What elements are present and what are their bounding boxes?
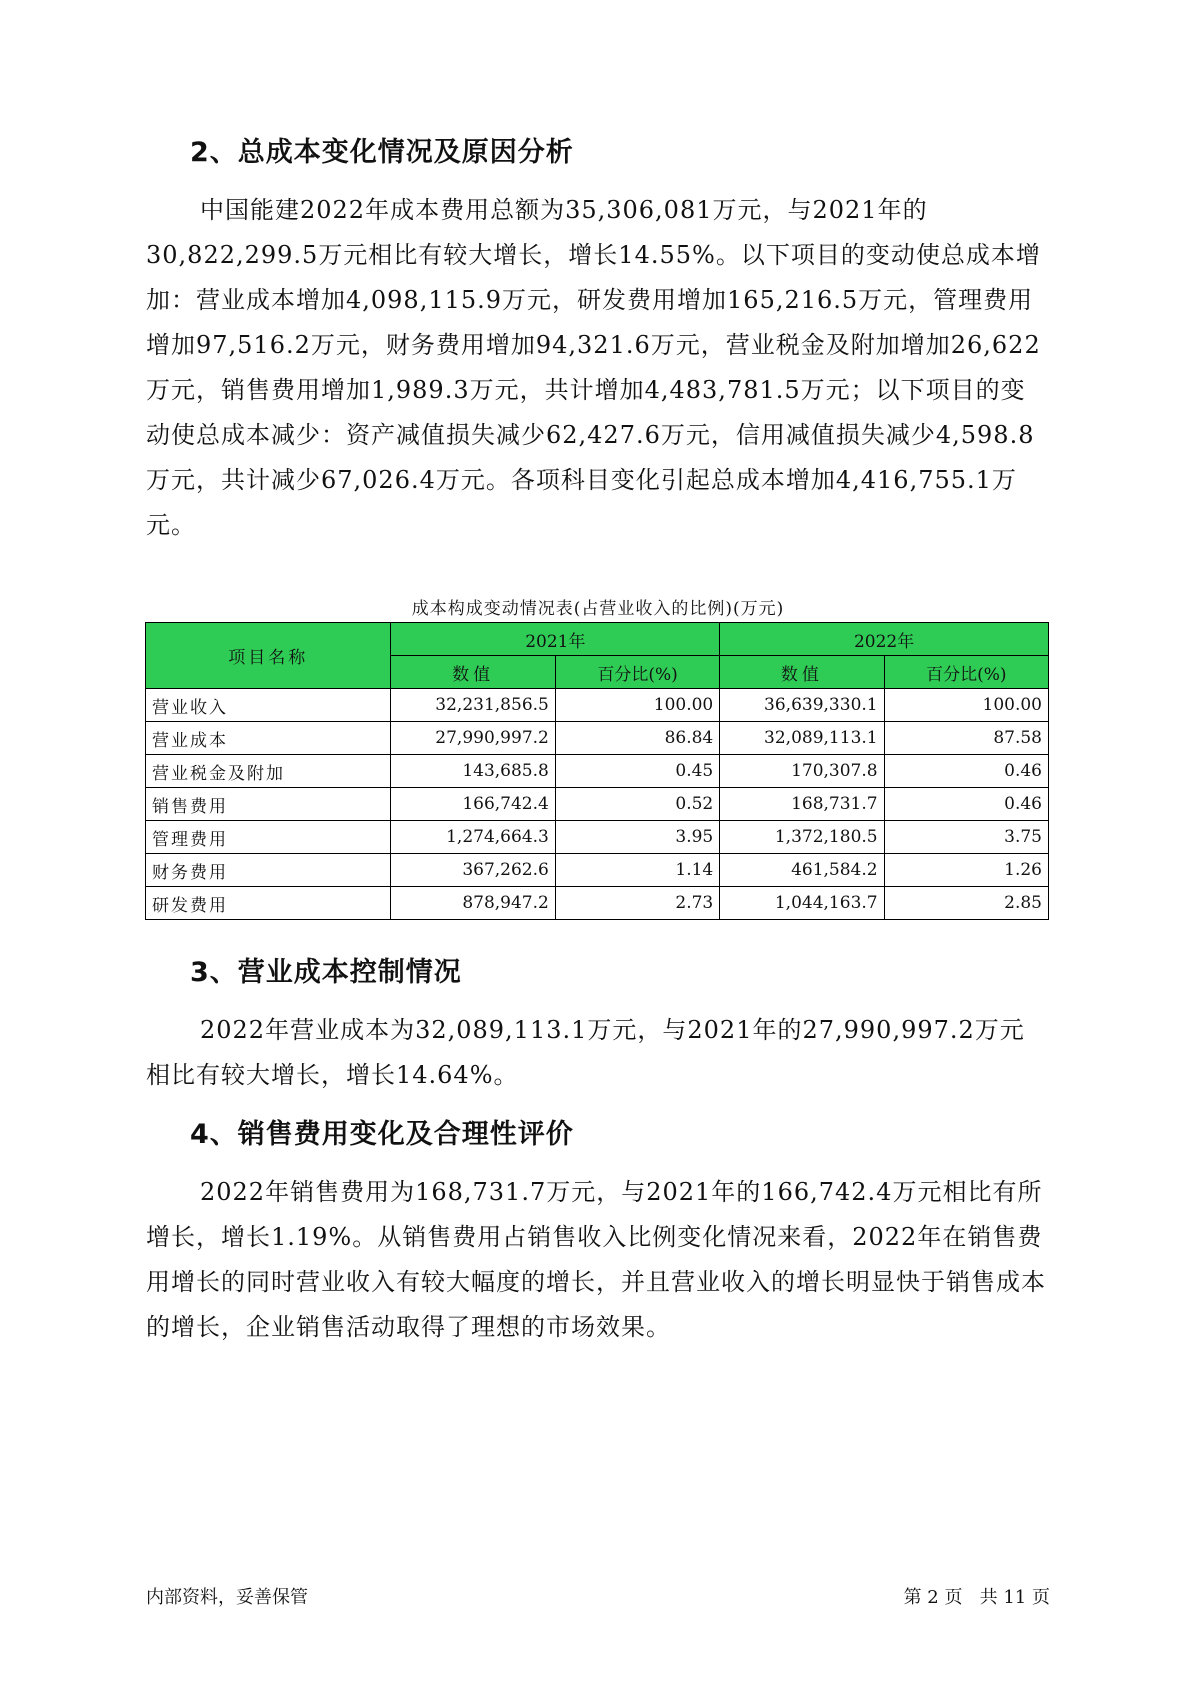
header-item-name: 项目名称 xyxy=(146,623,391,689)
header-percent-2021: 百分比(%) xyxy=(555,656,719,689)
section-paragraph-2: 中国能建2022年成本费用总额为35,306,081万元，与2021年的30,822,299.5万元相比有较大增长，增长14.55%。以下项目的变动使总成本增加：营业成本增加4,098,115.9万元，研发费用增加165,216.5万元，管理费用增加97,516.2万元，财务费用增加94,321.6万元，营业税金及附加增加26,622万元，销售费用增加1,989.3万元，共计增加4,483,781.5万元；以下项目的变动使总成本减少：资产减值损失减少62,427.6万元，信用减值损失减少4,598.8万元，共计减少67,026.4万元。各项科目变化引起总成本增加4,416,755.1万元。 xyxy=(146,196,1041,539)
row-percent-2022: 0.46 xyxy=(884,788,1048,821)
table-row xyxy=(146,821,1049,854)
row-percent-2022: 0.46 xyxy=(884,755,1048,788)
header-year-2022: 2022年 xyxy=(720,623,1049,656)
table-row xyxy=(146,788,1049,821)
section-heading-3: 3、营业成本控制情况 xyxy=(190,957,462,988)
row-name: 营业成本 xyxy=(146,722,391,755)
row-percent-2021: 0.45 xyxy=(555,755,719,788)
row-percent-2022: 1.26 xyxy=(884,854,1048,887)
row-name: 营业收入 xyxy=(146,689,391,722)
footer-confidential-note: 内部资料，妥善保管 xyxy=(146,1587,308,1608)
table-row xyxy=(146,854,1049,887)
row-name: 财务费用 xyxy=(146,854,391,887)
table-row xyxy=(146,755,1049,788)
section-paragraph-3: 2022年营业成本为32,089,113.1万元，与2021年的27,990,997.2万元相比有较大增长，增长14.64%。 xyxy=(146,1016,1025,1089)
table-row xyxy=(146,722,1049,755)
row-percent-2021: 1.14 xyxy=(555,854,719,887)
row-value-2021: 878,947.2 xyxy=(391,887,555,920)
row-value-2021: 32,231,856.5 xyxy=(391,689,555,722)
row-value-2022: 1,044,163.7 xyxy=(720,887,884,920)
row-percent-2022: 100.00 xyxy=(884,689,1048,722)
row-percent-2022: 87.58 xyxy=(884,722,1048,755)
cost-structure-table xyxy=(145,622,1049,920)
header-year-2021: 2021年 xyxy=(391,623,720,656)
row-name: 销售费用 xyxy=(146,788,391,821)
row-value-2021: 27,990,997.2 xyxy=(391,722,555,755)
row-value-2022: 32,089,113.1 xyxy=(720,722,884,755)
row-value-2021: 143,685.8 xyxy=(391,755,555,788)
row-value-2022: 461,584.2 xyxy=(720,854,884,887)
row-percent-2021: 0.52 xyxy=(555,788,719,821)
row-percent-2021: 3.95 xyxy=(555,821,719,854)
row-percent-2021: 86.84 xyxy=(555,722,719,755)
section-heading-2: 2、总成本变化情况及原因分析 xyxy=(190,137,574,168)
header-value-2022: 数值 xyxy=(720,656,884,689)
row-percent-2022: 3.75 xyxy=(884,821,1048,854)
row-percent-2021: 100.00 xyxy=(555,689,719,722)
row-value-2022: 1,372,180.5 xyxy=(720,821,884,854)
row-percent-2021: 2.73 xyxy=(555,887,719,920)
row-name: 营业税金及附加 xyxy=(146,755,391,788)
table-row xyxy=(146,887,1049,920)
table-caption: 成本构成变动情况表(占营业收入的比例)(万元) xyxy=(411,599,785,619)
row-name: 研发费用 xyxy=(146,887,391,920)
row-value-2022: 168,731.7 xyxy=(720,788,884,821)
header-value-2021: 数值 xyxy=(391,656,555,689)
footer-page-number: 第 2 页 共 11 页 xyxy=(903,1587,1050,1608)
header-percent-2022: 百分比(%) xyxy=(884,656,1048,689)
row-name: 管理费用 xyxy=(146,821,391,854)
row-value-2021: 367,262.6 xyxy=(391,854,555,887)
row-percent-2022: 2.85 xyxy=(884,887,1048,920)
row-value-2021: 1,274,664.3 xyxy=(391,821,555,854)
row-value-2021: 166,742.4 xyxy=(391,788,555,821)
row-value-2022: 170,307.8 xyxy=(720,755,884,788)
row-value-2022: 36,639,330.1 xyxy=(720,689,884,722)
section-heading-4: 4、销售费用变化及合理性评价 xyxy=(190,1119,574,1150)
table-row xyxy=(146,689,1049,722)
section-paragraph-4: 2022年销售费用为168,731.7万元，与2021年的166,742.4万元相比有所增长，增长1.19%。从销售费用占销售收入比例变化情况来看，2022年在销售费用增长的同时营业收入有较大幅度的增长，并且营业收入的增长明显快于销售成本的增长，企业销售活动取得了理想的市场效果。 xyxy=(146,1178,1046,1341)
